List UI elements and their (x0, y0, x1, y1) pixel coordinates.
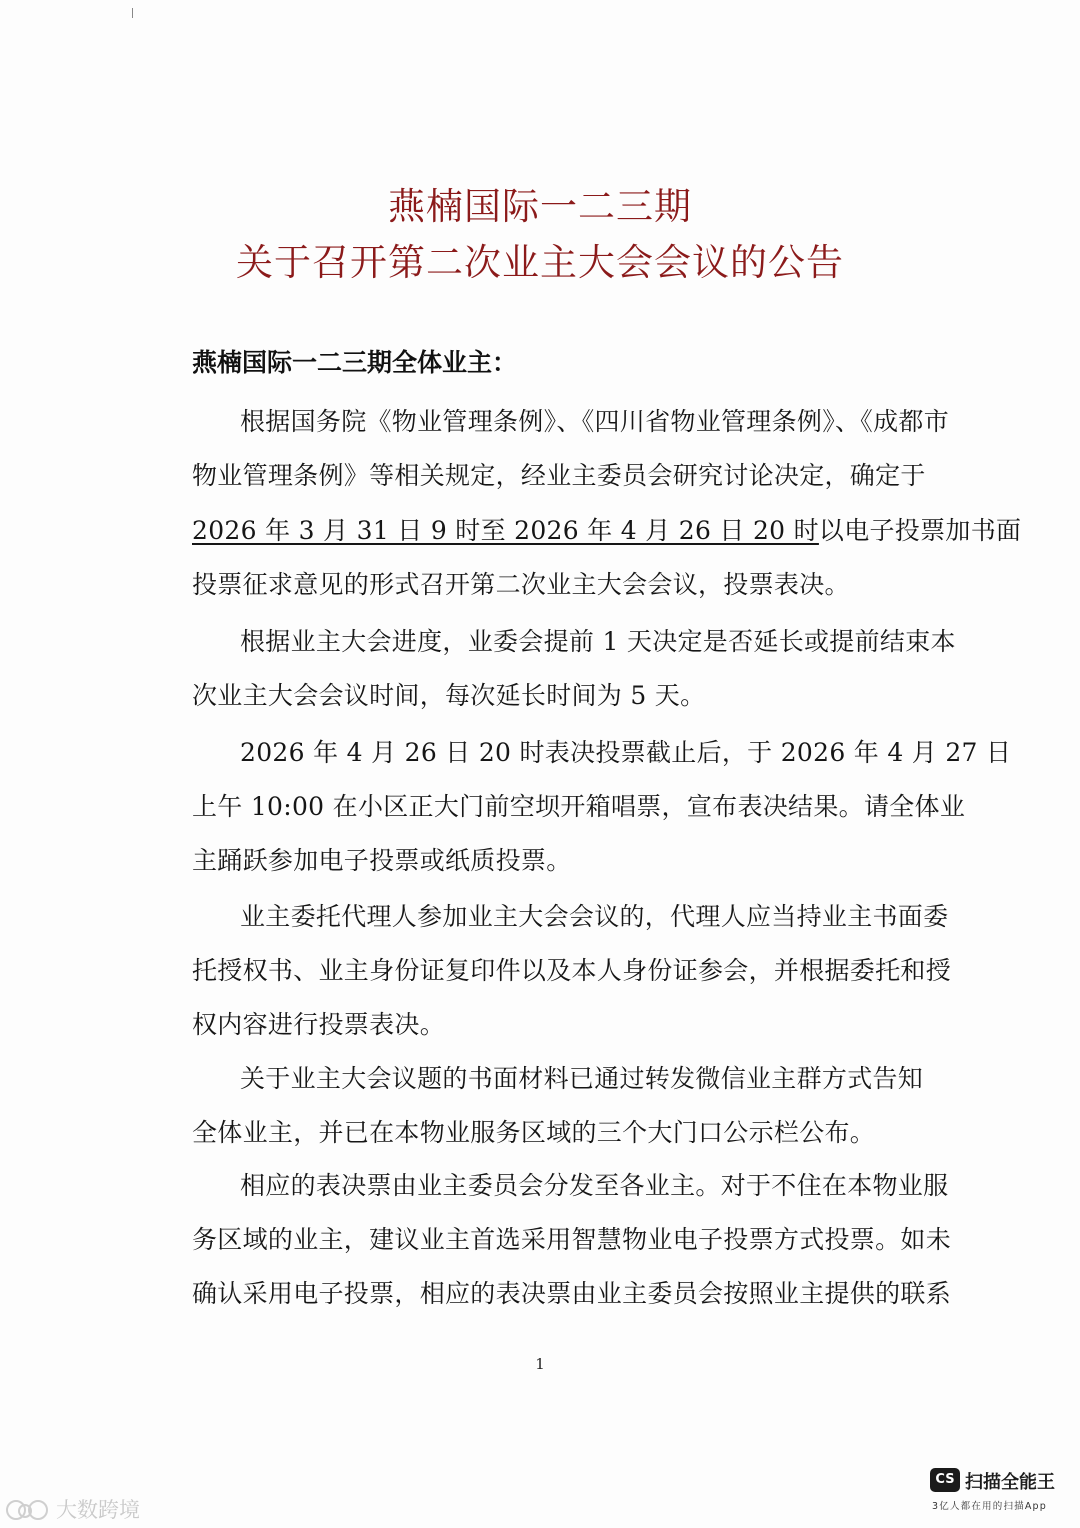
paragraph-3-line-3: 主踊跃参加电子投票或纸质投票。 (192, 846, 572, 875)
watermark-left (6, 1494, 140, 1524)
watermark-logo-icon (6, 1498, 50, 1520)
paragraph-6-line-1: 相应的表决票由业主委员会分发至各业主。对于不住在本物业服 (240, 1171, 949, 1200)
paragraph-4-line-2: 托授权书、业主身份证复印件以及本人身份证参会，并根据委托和授 (192, 956, 952, 985)
paragraph-5-line-2: 全体业主，并已在本物业服务区域的三个大门口公示栏公布。 (192, 1118, 876, 1147)
page-number: 1 (535, 1355, 545, 1373)
scan-tick-mark (132, 8, 133, 18)
paragraph-2-line-1: 根据业主大会进度，业委会提前 1 天决定是否延长或提前结束本 (240, 627, 956, 656)
meeting-period-underlined: 2026 年 3 月 31 日 9 时至 2026 年 4 月 26 日 20 时 (192, 516, 819, 545)
scanner-app-name: 扫描全能王 (965, 1472, 1055, 1493)
paragraph-1-line-3 (192, 511, 1021, 547)
title-line-2: 关于召开第二次业主大会会议的公告 (236, 241, 844, 284)
cs-badge-icon: CS (930, 1468, 960, 1492)
salutation: 燕楠国际一二三期全体业主： (192, 348, 518, 377)
paragraph-1-line-4: 投票征求意见的形式召开第二次业主大会会议，投票表决。 (192, 570, 850, 599)
meeting-method-text: 以电子投票加书面 (818, 516, 1022, 545)
paragraph-4-line-3: 权内容进行投票表决。 (192, 1010, 446, 1039)
scanner-app-tagline: 3亿人都在用的扫描App (932, 1501, 1048, 1512)
paragraph-1-line-2: 物业管理条例》等相关规定，经业主委员会研究讨论决定，确定于 (192, 461, 926, 490)
paragraph-3-line-2: 上午 10:00 在小区正大门前空坝开箱唱票，宣布表决结果。请全体业 (192, 792, 966, 821)
scanner-app-logo (930, 1468, 1070, 1518)
paragraph-6-line-2: 务区域的业主，建议业主首选采用智慧物业电子投票方式投票。如未 (192, 1225, 952, 1254)
paragraph-4-line-1: 业主委托代理人参加业主大会会议的，代理人应当持业主书面委 (240, 902, 949, 931)
paragraph-1-line-1: 根据国务院《物业管理条例》、《四川省物业管理条例》、《成都市 (240, 407, 950, 436)
paragraph-6-line-3: 确认采用电子投票，相应的表决票由业主委员会按照业主提供的联系 (192, 1279, 952, 1308)
paragraph-5-line-1: 关于业主大会议题的书面材料已通过转发微信业主群方式告知 (240, 1064, 924, 1093)
title-line-1: 燕楠国际一二三期 (388, 185, 692, 228)
paragraph-2-line-2: 次业主大会会议时间，每次延长时间为 5 天。 (192, 681, 706, 710)
watermark-text: 大数跨境 (56, 1498, 140, 1522)
paragraph-3-line-1: 2026 年 4 月 26 日 20 时表决投票截止后，于 2026 年 4 月 27 日 (240, 738, 1012, 767)
